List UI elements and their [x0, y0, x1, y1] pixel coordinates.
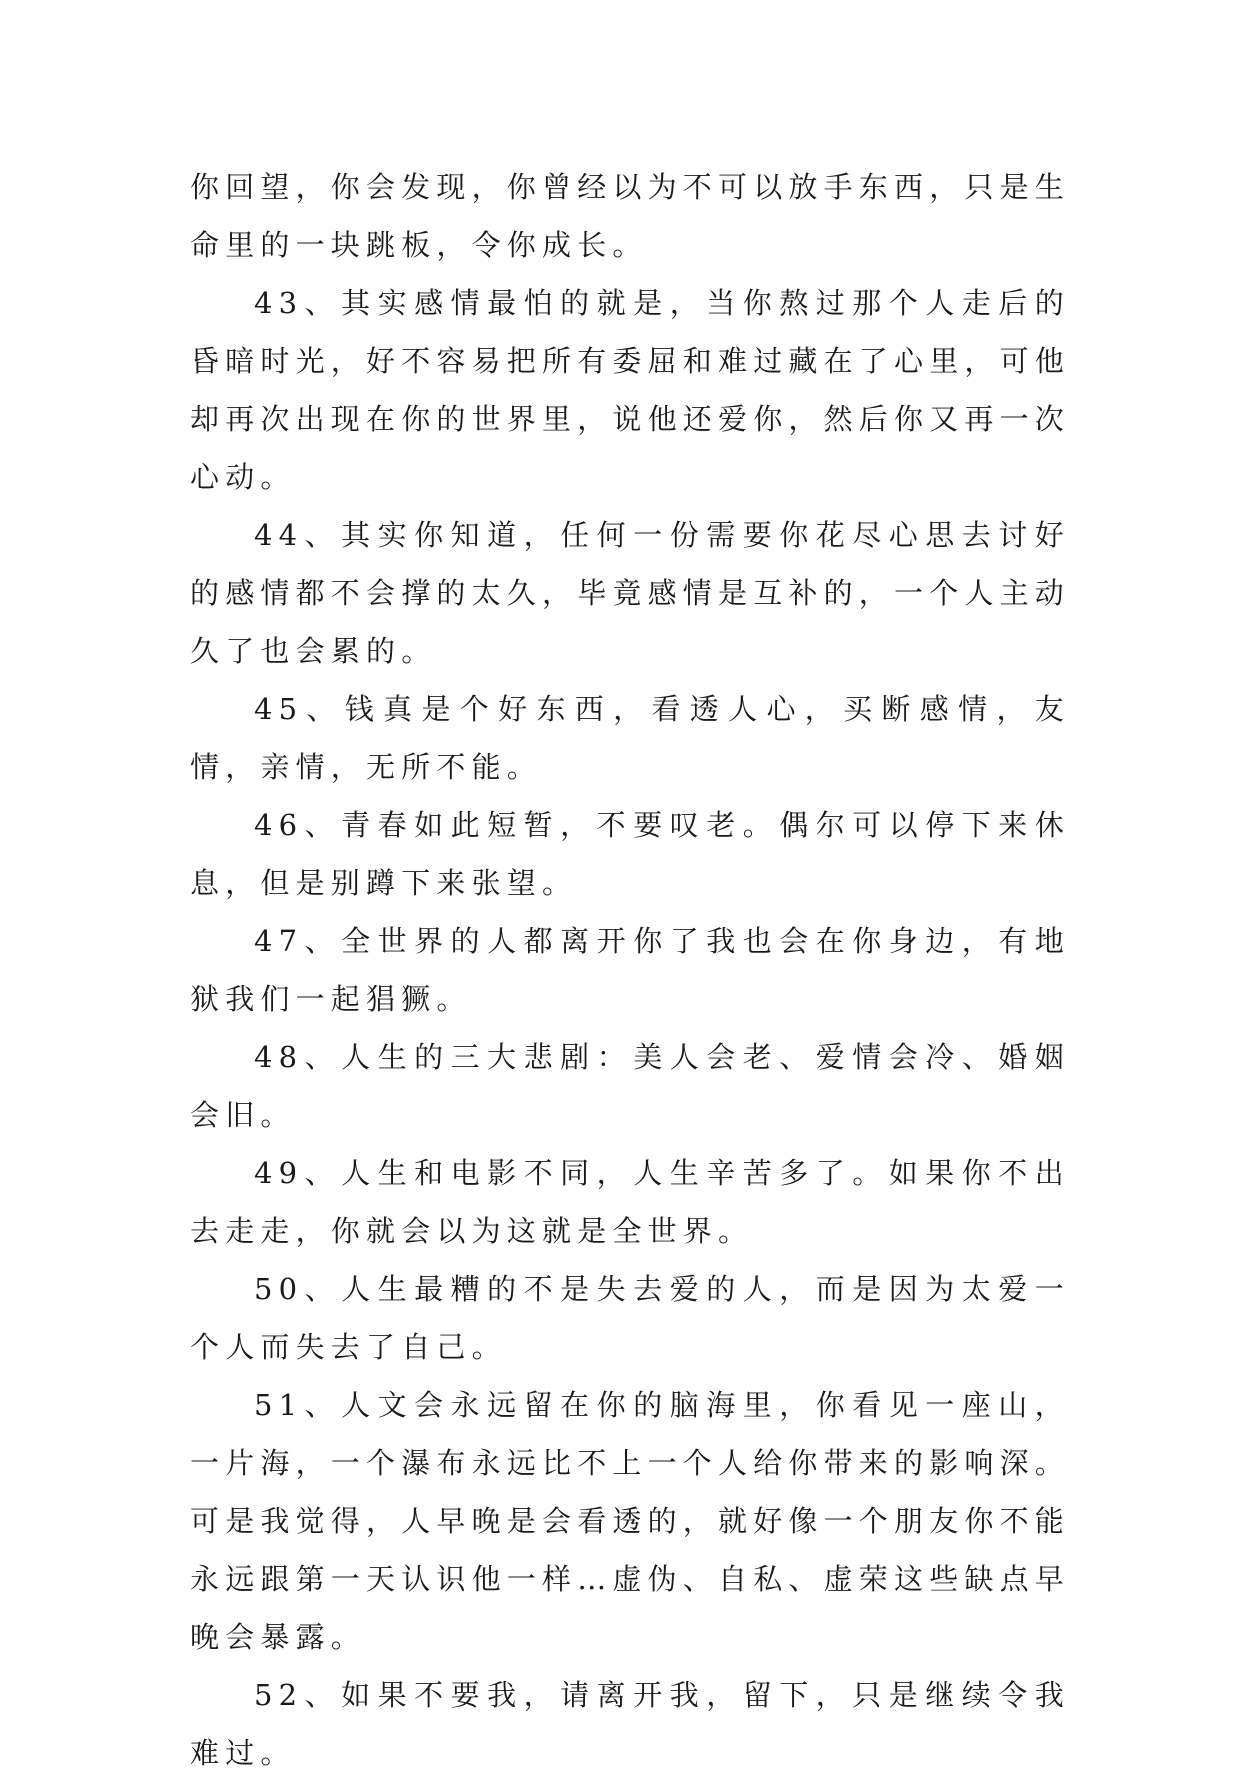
paragraph-49: 49、人生和电影不同，人生辛苦多了。如果你不出去走走，你就会以为这就是全世界。 — [190, 1156, 1070, 1248]
paragraph-continuation: 你回望，你会发现，你曾经以为不可以放手东西，只是生命里的一块跳板，令你成长。 — [190, 170, 1071, 262]
paragraph-48: 48、人生的三大悲剧：美人会老、爱情会冷、婚姻会旧。 — [190, 1040, 1070, 1132]
paragraph-50: 50、人生最糟的不是失去爱的人，而是因为太爱一个人而失去了自己。 — [190, 1272, 1070, 1364]
paragraph-46: 46、青春如此短暂，不要叹老。偶尔可以停下来休息，但是别蹲下来张望。 — [190, 808, 1070, 900]
paragraph-52: 52、如果不要我，请离开我，留下，只是继续令我难过。 — [190, 1678, 1070, 1770]
paragraph-44: 44、其实你知道，任何一份需要你花尽心思去讨好的感情都不会撑的太久，毕竟感情是互补的，一个人主动久了也会累的。 — [190, 518, 1071, 668]
paragraph-43: 43、其实感情最怕的就是，当你熬过那个人走后的昏暗时光，好不容易把所有委屈和难过藏在了心里，可他却再次出现在你的世界里，说他还爱你，然后你又再一次心动。 — [190, 286, 1071, 494]
document-page — [190, 158, 1070, 1782]
paragraph-51: 51、人文会永远留在你的脑海里，你看见一座山，一片海，一个瀑布永远比不上一个人给你带来的影响深。可是我觉得，人早晚是会看透的，就好像一个朋友你不能永远跟第一天认识他一样…虚伪、自私、虚荣这些缺点早晚会暴露。 — [190, 1388, 1071, 1654]
paragraph-45: 45、钱真是个好东西，看透人心，买断感情，友情，亲情，无所不能。 — [190, 692, 1070, 784]
paragraph-47: 47、全世界的人都离开你了我也会在你身边，有地狱我们一起猖獗。 — [190, 924, 1070, 1016]
